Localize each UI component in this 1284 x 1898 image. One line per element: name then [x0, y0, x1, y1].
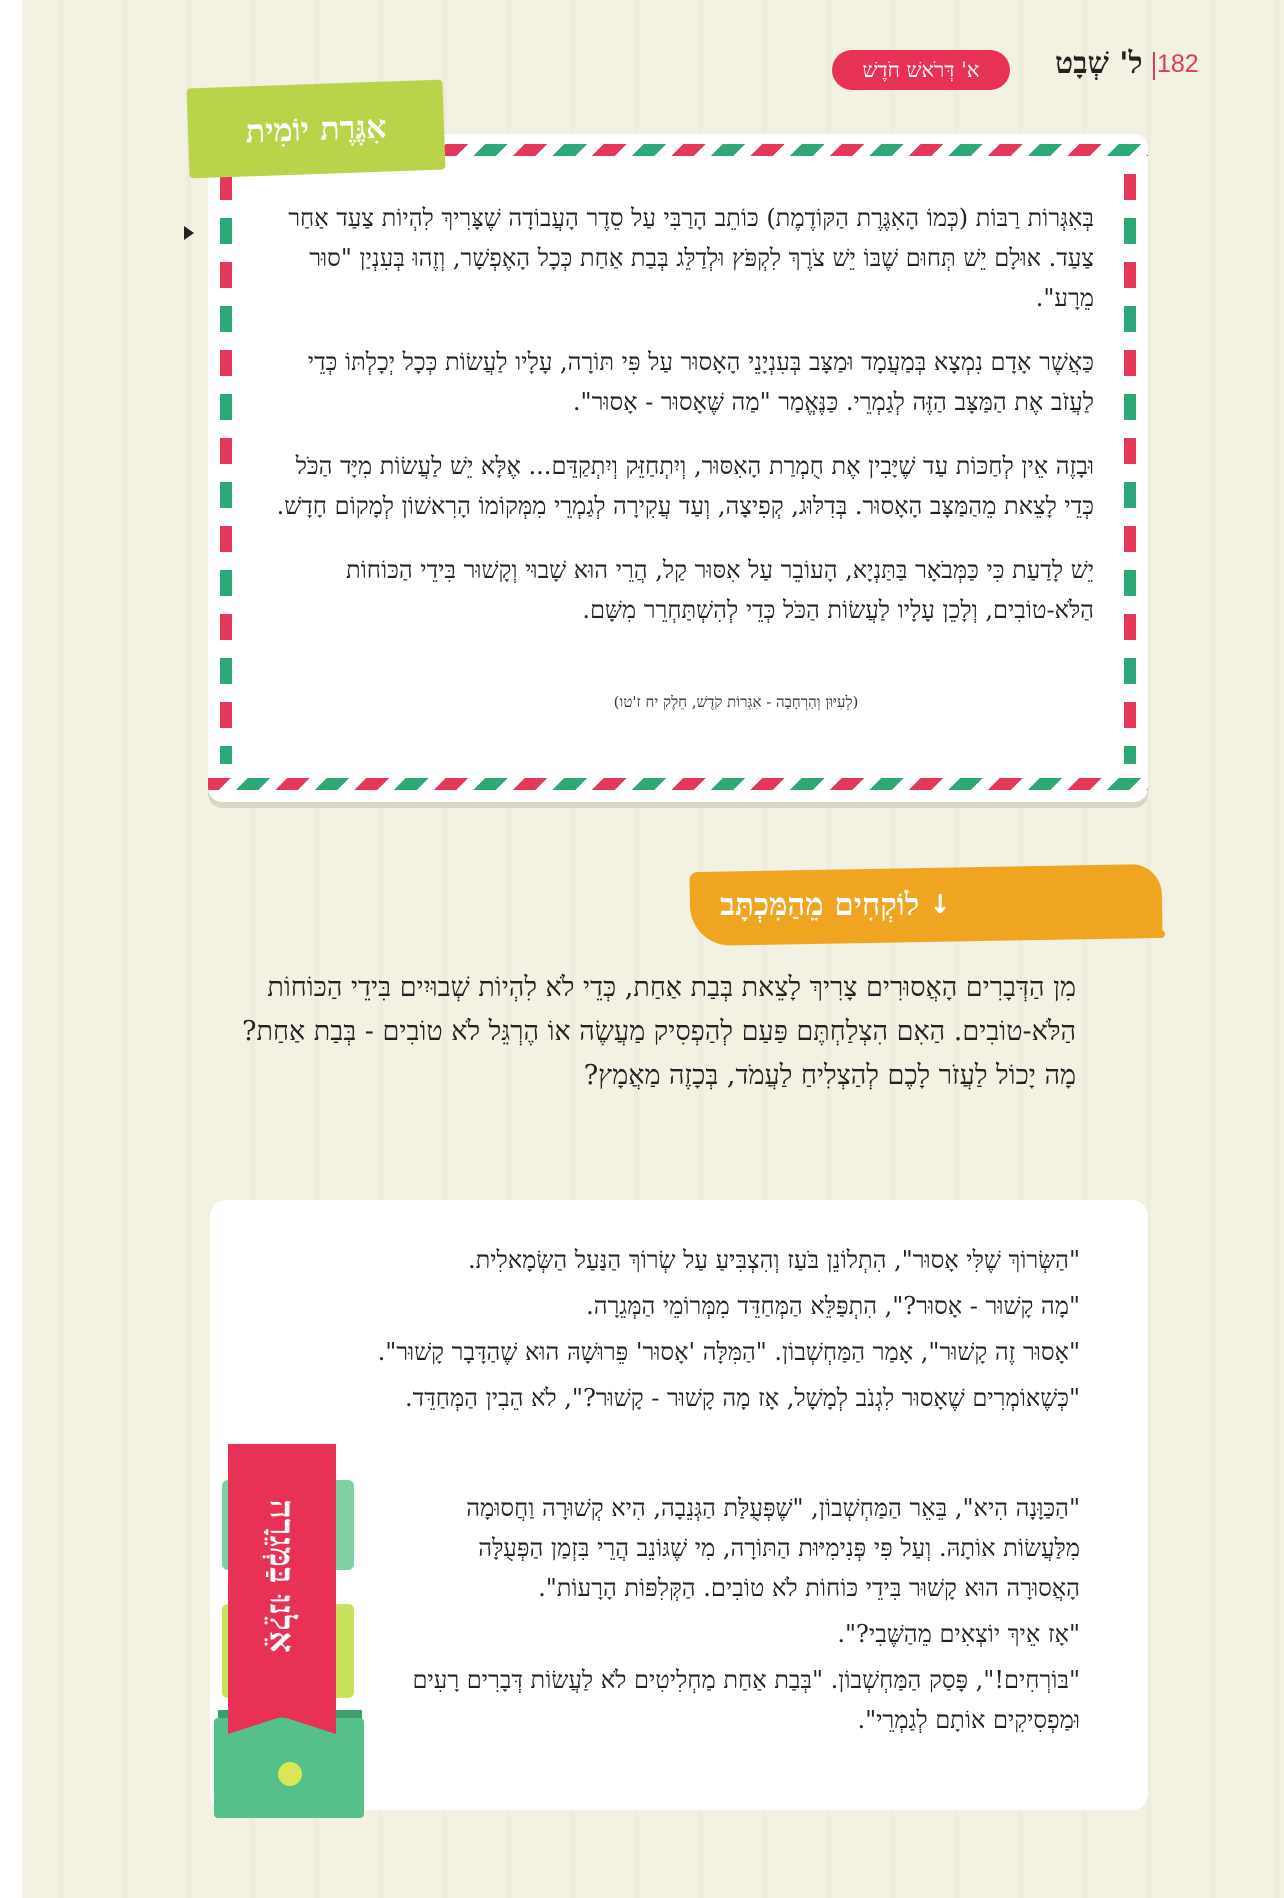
drawer-knob-icon [278, 1762, 302, 1786]
rosh-chodesh-badge: א' דְּרֹאשׁ חֹדֶשׁ [832, 50, 1010, 90]
dialogue-line: "הַשְּׂרוֹךְ שֶׁלִּי אָסוּר", הִתְלוֹנֵן בֹּעַז וְהִצְבִּיעַ עַל שְׂרוֹךְ הַנַּעַל הַשְּׂמָאלִית. [467, 1246, 1080, 1274]
letter-body [266, 198, 1094, 654]
letter-paragraph: וּבָזֶה אֵין לְחַכּוֹת עַד שֶׁיָּבִין אֶת חֻמְרַת הָאִסּוּר, וְיִתְחַזֵּק וְיִתְקַדֵּם... אֶלָּא יֵשׁ לַעֲשׂוֹת מִיָּד הַכֹּל כְּדֵי לָצֵאת מֵהַמַּצָּב הָאָסוּר. בְּדִלּוּג, קְפִיצָה, וְעַד עֲקִירָה לְגַמְרֵי מִמְּקוֹמוֹ הָרִאשׁוֹן לְמָקוֹם חָדָשׁ. [276, 452, 1094, 520]
source-note: (לְעִיּוּן וְהַרְחָבָה - אִגְּרוֹת קֹדֶשׁ, חֵלֶק יח ז'טו) [613, 693, 859, 711]
dialogue-line: "אָסוּר זֶה קָשׁוּר", אָמַר הַמַּחְשְׁבוֹן. "הַמִּלָּה 'אָסוּר' פֵּרוּשָׁהּ הוּא שֶׁהַדָּבָר קָשׁוּר". [377, 1338, 1080, 1366]
takeaway-text: מִן הַדְּבָרִים הָאֲסוּרִים צָרִיךְ לָצֵאת בְּבַת אַחַת, כְּדֵי לֹא לִהְיוֹת שְׁבוּיִים בִּידֵי הַכּוֹחוֹת הַלֹּא-טוֹבִים. הַאִם הִצְלַחְתֶּם פַּעַם לְהַפְסִיק מַעֲשֶׂה אוֹ הֶרְגֵּל לֹא טוֹבִים - בְּבַת אַחַת? מָה יָכוֹל לַעֲזֹר לָכֶם לְהַצְלִיחַ לַעֲמֹד, בְּכָזֶה מַאֲמָץ? [242, 972, 1076, 1091]
letter-paragraph: כַּאֲשֶׁר אָדָם נִמְצָא בְּמַעֲמָד וּמַצָּב בְּעִנְיָנֵי הָאָסוּר עַל פִּי תּוֹרָה, עָלָיו לַעֲשׂוֹת כְּכָל יְכָלְתּוֹ כְּדֵי לַעֲזֹב אֶת הַמַּצָּב הַזֶּה לְגַמְרֵי. כַּנֶּאֱמַר "מַה שֶּׁאָסוּר - אָסוּר". [307, 348, 1094, 416]
dialogue-line: "מָה קָשׁוּר - אָסוּר?", הִתְפַּלֵּא הַמְּחַדֵּד מִמְּרוֹמֵי הַמְּגֵרָה. [586, 1292, 1080, 1320]
letter-paragraph: בְּאִגְּרוֹת רַבּוֹת (כְּמוֹ הָאִגֶּרֶת הַקּוֹדֶמֶת) כּוֹתֵב הָרַבִּי עַל סֵדֶר הָעֲבוֹדָה שֶׁצָּרִיךְ לִהְיוֹת צַעַד אַחַר צַעַד. אוּלָם יֵשׁ תְּחוּם שֶׁבּוֹ יֵשׁ צֹרֶךְ לִקְפֹּץ וּלְדַלֵּג בְּבַת אַחַת כְּכָל הָאֶפְשָׁר, וְזֶהוּ בְּעִנְיַן "סוּר מֵרָע". [288, 204, 1094, 312]
dialogue-line: "אָז אֵיךְ יוֹצְאִים מֵהַשֶּׁבִי?". [837, 1620, 1080, 1648]
airmail-border-left [220, 174, 232, 764]
dialogue-line: "הַכַּוָּנָה הִיא", בֵּאֵר הַמַּחְשְׁבוֹן, "שֶׁפְּעֻלַּת הַגְּנֵבָה, הִיא קְשׁוּרָה וַחֲסוּמָה מִלַּעֲשׂוֹת אוֹתָהּ. וְעַל פִּי פְּנִימִיּוּת הַתּוֹרָה, מִי שֶׁגּוֹנֵב הֲרֵי בִּזְמַן הַפְּעֻלָּה הָאֲסוּרָה הוּא קָשׁוּר בִּידֵי כּוֹחוֹת לֹא טוֹבִים. הַקְּלִפּוֹת הָרָעוֹת". [466, 1494, 1080, 1602]
airmail-border-bottom [208, 778, 1148, 790]
daily-letter-tag: אִגֶּרֶת יוֹמִית [187, 80, 446, 179]
dialogue-line: "כְּשֶׁאוֹמְרִים שֶׁאָסוּר לִגְנֹב לְמָשָׁל, אָז מָה קָשׁוּר - קָשׁוּר?", לֹא הֵבִין הַמְּחַדֵּד. [405, 1384, 1080, 1412]
ribbon-label [232, 1446, 332, 1706]
header-divider [1153, 52, 1155, 80]
dialogue-line: "בּוֹרְחִים!", פָּסַק הַמַּחְשְׁבוֹן. "בְּבַת אַחַת מַחְלִיטִים לֹא לַעֲשׂוֹת דְּבָרִים רָעִים וּמַפְסִיקִים אוֹתָם לְגַמְרֵי". [412, 1666, 1080, 1734]
page-number: 182 [1157, 50, 1199, 78]
double-chevron-icon: ↓ [929, 890, 952, 920]
story-bottom-dialogue [400, 1488, 1080, 1746]
ribbon-label-text: אֵלֵנוּ בַּמְּגֵרָה [262, 1499, 303, 1653]
takeaway-title [720, 878, 1150, 932]
date-title: ל' שְׁבָט [1055, 46, 1143, 81]
story-top-dialogue [258, 1240, 1080, 1424]
pointer-arrow-icon [184, 226, 194, 240]
airmail-border-right [1124, 174, 1136, 764]
letter-paragraph: יֵשׁ לָדַעַת כִּי כַּמְּבֹאָר בַּתַּנְיָא, הָעוֹבֵר עַל אִסּוּר קַל, הֲרֵי הוּא שָׁבוּי וְקָשׁוּר בִּידֵי הַכּוֹחוֹת הַלֹּא-טוֹבִים, וְלָכֵן עָלָיו לַעֲשׂוֹת הַכֹּל כְּדֵי לְהִשְׁתַּחְרֵר מִשָּׁם. [345, 556, 1094, 624]
takeaway-title-text: לוֹקְחִים מֵהַמִּכְתָּב [720, 887, 920, 923]
page-edge [0, 0, 22, 1898]
